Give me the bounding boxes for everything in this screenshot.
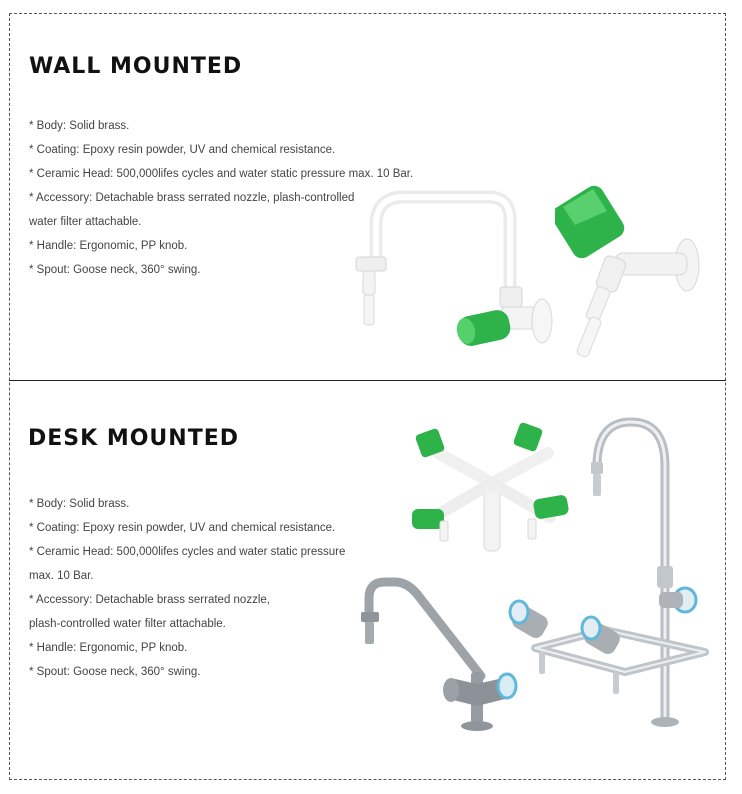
- wall-single-tap-image: [555, 185, 705, 365]
- desk-spec-item: * Handle: Ergonomic, PP knob.: [29, 642, 188, 654]
- desk-mounted-title: DESK MOUNTED: [28, 426, 240, 451]
- wall-spec-item: * Handle: Ergonomic, PP knob.: [29, 240, 188, 252]
- wall-spec-item: * Body: Solid brass.: [29, 120, 130, 132]
- wall-spec-item: * Coating: Epoxy resin powder, UV and chemical resistance.: [29, 144, 336, 156]
- desk-spec-item: * Ceramic Head: 500,000lifes cycles and water static pressure: [29, 546, 346, 558]
- wall-mounted-section: [0, 0, 742, 380]
- desk-spec-item: * Accessory: Detachable brass serrated nozzle,: [29, 594, 270, 606]
- desk-mounted-section: [0, 381, 742, 781]
- desk-spec-item: * Spout: Goose neck, 360° swing.: [29, 666, 201, 678]
- desk-spec-item: max. 10 Bar.: [29, 570, 94, 582]
- desk-spec-item: * Coating: Epoxy resin powder, UV and chemical resistance.: [29, 522, 336, 534]
- wall-spec-item: water filter attachable.: [29, 216, 142, 228]
- wall-spec-item: * Accessory: Detachable brass serrated nozzle, plash-controlled: [29, 192, 355, 204]
- wall-spec-item: * Ceramic Head: 500,000lifes cycles and water static pressure max. 10 Bar.: [29, 168, 414, 180]
- desk-gray-swan-faucet-image: [355, 576, 525, 736]
- wall-gooseneck-faucet-image: [350, 185, 560, 350]
- desk-spec-item: plash-controlled water filter attachable.: [29, 618, 226, 630]
- wall-spec-item: * Spout: Goose neck, 360° swing.: [29, 264, 201, 276]
- desk-chrome-gooseneck-faucet-image: [505, 416, 717, 741]
- wall-mounted-title: WALL MOUNTED: [29, 54, 243, 79]
- desk-spec-item: * Body: Solid brass.: [29, 498, 130, 510]
